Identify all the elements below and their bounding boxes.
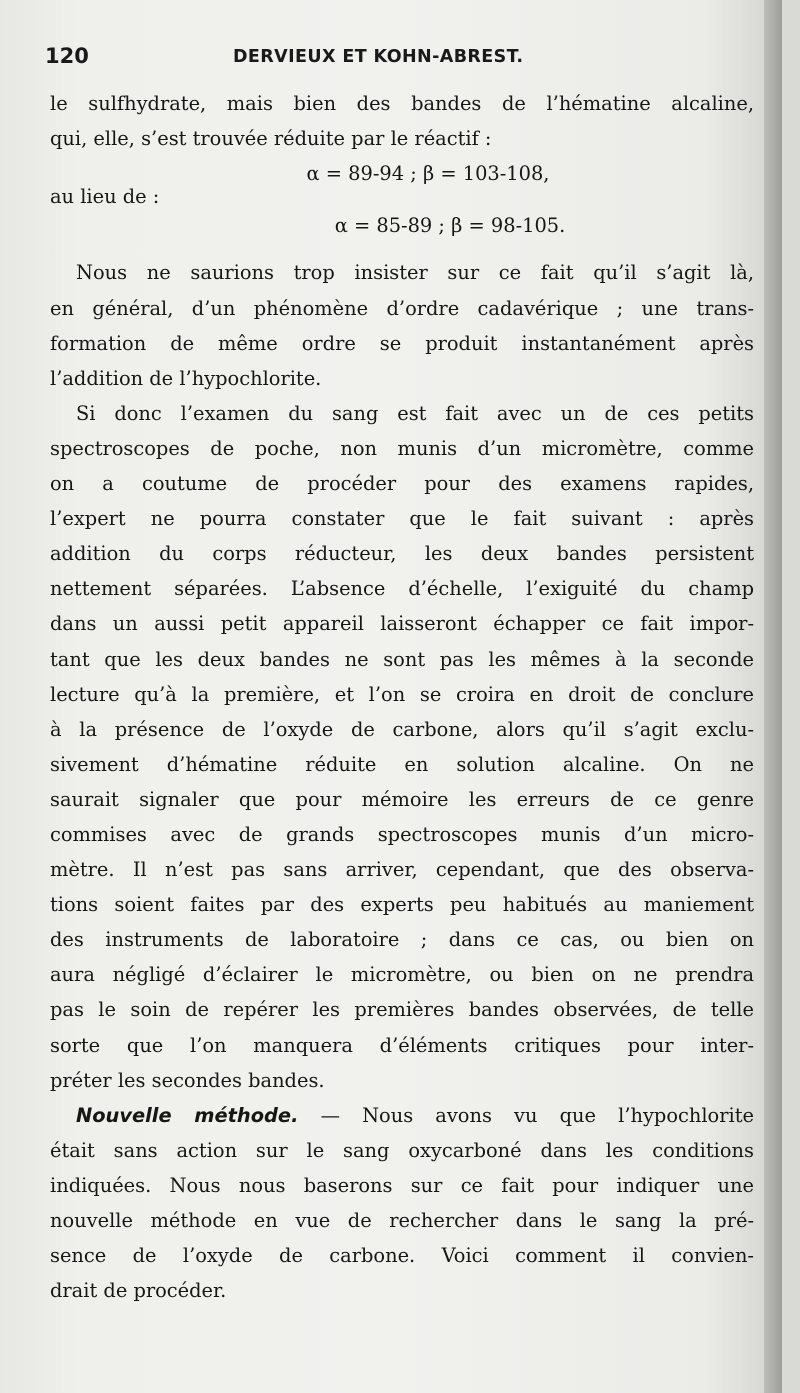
text-line: saurait signaler que pour mémoire les erreurs de ce genre bbox=[50, 787, 754, 811]
text-line: tant que les deux bandes ne sont pas les mêmes à la seconde bbox=[50, 647, 754, 671]
text-line: le sulfhydrate, mais bien des bandes de l’hématine alcaline, bbox=[50, 92, 754, 115]
text-line: l’addition de l’hypochlorite. bbox=[50, 366, 322, 390]
text-line: nouvelle méthode en vue de rechercher dans le sang la pré- bbox=[50, 1209, 754, 1232]
equation-line: α = 89-94 ; β = 103-108, bbox=[306, 162, 550, 186]
text-line: Si donc l’examen du sang est fait avec un de ces petits bbox=[76, 401, 754, 425]
equation-line: α = 85-89 ; β = 98-105. bbox=[334, 214, 566, 238]
text-line: au lieu de : bbox=[50, 185, 160, 209]
text-line-rest: — Nous avons vu que l’hypochlorite bbox=[320, 1103, 754, 1127]
text-line: aura négligé d’éclairer le micromètre, ou bien on ne prendra bbox=[50, 963, 754, 987]
text-line: on a coutume de procéder pour des examens rapides, bbox=[50, 472, 754, 496]
text-line: mètre. Il n’est pas sans arriver, cependant, que des observa- bbox=[50, 858, 754, 882]
text-line: drait de procéder. bbox=[50, 1279, 227, 1303]
text-line: lecture qu’à la première, et l’on se croira en droit de conclure bbox=[50, 682, 754, 706]
text-line: sence de l’oxyde de carbone. Voici comment il convien- bbox=[50, 1244, 754, 1268]
text-line: indiquées. Nous nous baserons sur ce fait pour indiquer une bbox=[50, 1173, 754, 1197]
page-number: 120 bbox=[45, 44, 89, 68]
body-text bbox=[50, 86, 754, 1308]
text-line: à la présence de l’oxyde de carbone, alors qu’il s’agit exclu- bbox=[50, 717, 754, 741]
text-line: l’expert ne pourra constater que le fait suivant : après bbox=[50, 507, 754, 531]
text-line: sorte que l’on manquera d’éléments critiques pour inter- bbox=[50, 1033, 754, 1057]
text-line: addition du corps réducteur, les deux bandes persistent bbox=[50, 542, 754, 566]
text-line: préter les secondes bandes. bbox=[50, 1068, 325, 1092]
text-line: tions soient faites par des experts peu habitués au maniement bbox=[50, 893, 754, 917]
page-spine-shadow bbox=[764, 0, 782, 1393]
text-line: formation de même ordre se produit instantanément après bbox=[50, 331, 754, 355]
text-line: pas le soin de repérer les premières bandes observées, de telle bbox=[50, 998, 754, 1022]
text-line: sivement d’hématine réduite en solution alcaline. On ne bbox=[50, 752, 754, 776]
text-line: spectroscopes de poche, non munis d’un micromètre, comme bbox=[50, 436, 754, 460]
text-line: en général, d’un phénomène d’ordre cadavérique ; une trans- bbox=[50, 296, 754, 320]
run-in-heading: Nouvelle méthode. bbox=[76, 1103, 299, 1127]
text-line: qui, elle, s’est trouvée réduite par le réactif : bbox=[50, 127, 492, 151]
running-header bbox=[45, 44, 745, 80]
text-line bbox=[50, 1098, 754, 1133]
text-line: nettement séparées. L’absence d’échelle, l’exiguité du champ bbox=[50, 577, 754, 601]
text-line: dans un aussi petit appareil laisseront échapper ce fait impor- bbox=[50, 612, 754, 636]
text-line: des instruments de laboratoire ; dans ce cas, ou bien on bbox=[50, 928, 754, 952]
text-line: était sans action sur le sang oxycarboné dans les conditions bbox=[50, 1138, 754, 1162]
running-title: DERVIEUX ET KOHN-ABREST. bbox=[233, 47, 524, 67]
text-line: Nous ne saurions trop insister sur ce fait qu’il s’agit là, bbox=[76, 261, 754, 285]
text-line: commises avec de grands spectroscopes munis d’un micro- bbox=[50, 822, 754, 846]
